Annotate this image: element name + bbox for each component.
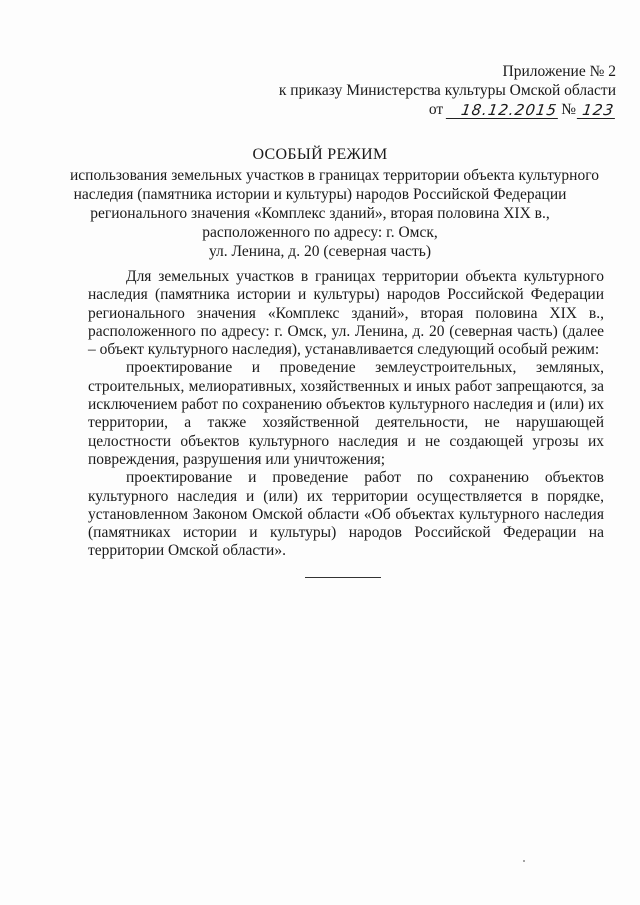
- document-title: ОСОБЫЙ РЕЖИМ: [252, 146, 388, 163]
- date-prefix: от: [428, 101, 444, 118]
- document-subtitle: [70, 166, 599, 261]
- subtitle-line: ул. Ленина, д. 20 (северная часть): [208, 243, 432, 260]
- subtitle-line: использования земельных участков в границах территории объекта культурного: [70, 167, 599, 184]
- scan-speck: [523, 860, 525, 862]
- handwritten-order-number: 123: [577, 102, 617, 119]
- handwritten-date: 18.12.2015: [446, 102, 560, 119]
- body-paragraph: проектирование и проведение землеустроительных, земляных, строительных, мелиоративных, хозяйственных и иных работ запрещаются, за исключением работ по сохранению объектов культурного наследия и (или) их территории, а также хозяйственной деятельности, не нарушающей целостности объектов культурного наследия и не создающей угрозы их повреждения, разрушения или уничтожения;: [88, 359, 604, 468]
- order-date-line: [279, 100, 616, 119]
- subtitle-line: расположенного по адресу: г. Омск,: [202, 224, 438, 241]
- body-paragraph: проектирование и проведение работ по сохранению объектов культурного наследия и (или) их территории осуществляется в порядке, установленном Законом Омской области «Об объектах культурного наследия (памятниках истории и культуры) народов Российской Федерации на территории Омской области».: [88, 469, 604, 560]
- appendix-label: Приложение № 2: [502, 63, 616, 80]
- end-divider: [305, 577, 381, 578]
- number-sign: №: [561, 101, 576, 118]
- subtitle-line: регионального значения «Комплекс зданий», вторая половина XIX в.,: [90, 205, 550, 222]
- appendix-header: [279, 62, 616, 119]
- subtitle-line: наследия (памятника истории и культуры) народов Российской Федерации: [73, 186, 567, 203]
- body-paragraph: Для земельных участков в границах территории объекта культурного наследия (памятника истории и культуры) народов Российской Федерации регионального значения «Комплекс зданий», вторая половина XIX в., расположенного по адресу: г. Омск, ул. Ленина, д. 20 (северная часть) (далее – объект культурного наследия), устанавливается следующий особый режим:: [88, 268, 604, 359]
- order-reference: к приказу Министерства культуры Омской области: [278, 82, 616, 99]
- document-body: [88, 268, 604, 561]
